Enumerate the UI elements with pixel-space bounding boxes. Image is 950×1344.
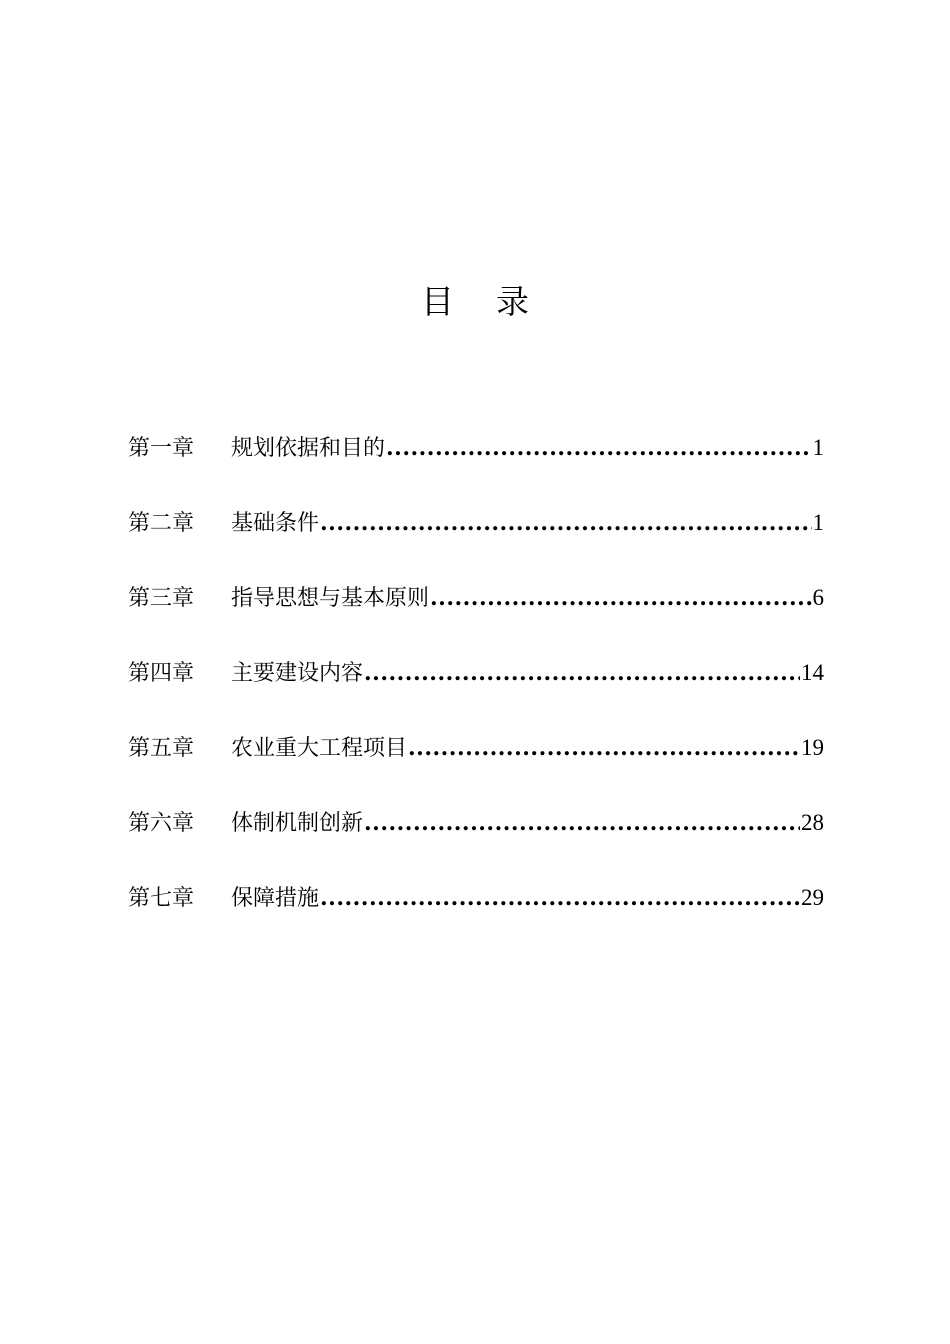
toc-chapter-number: 第六章 bbox=[128, 811, 195, 836]
toc-dot-leader bbox=[430, 578, 811, 618]
toc-entry[interactable] bbox=[128, 578, 824, 653]
toc-chapter-number: 第三章 bbox=[128, 586, 195, 611]
toc-title: 目 录 bbox=[421, 282, 529, 321]
toc-dot-leader bbox=[320, 503, 811, 543]
toc-chapter-heading: 主要建设内容 bbox=[231, 661, 364, 686]
toc-entry[interactable] bbox=[128, 878, 824, 953]
toc-chapter-heading: 体制机制创新 bbox=[231, 811, 364, 836]
toc-dot-leader bbox=[320, 878, 800, 918]
toc-page-number: 1 bbox=[812, 510, 824, 535]
toc-chapter-heading: 农业重大工程项目 bbox=[231, 736, 408, 761]
toc-entry[interactable] bbox=[128, 803, 824, 878]
toc-chapter-heading: 规划依据和目的 bbox=[231, 436, 386, 461]
toc-entry[interactable] bbox=[128, 503, 824, 578]
toc-page-number: 14 bbox=[801, 660, 824, 685]
toc-list bbox=[128, 428, 824, 953]
toc-chapter-number: 第五章 bbox=[128, 736, 195, 761]
toc-dot-leader bbox=[386, 428, 811, 468]
toc-chapter-heading: 保障措施 bbox=[231, 886, 320, 911]
toc-entry[interactable] bbox=[128, 653, 824, 728]
toc-chapter-number: 第二章 bbox=[128, 511, 195, 536]
toc-page-number: 6 bbox=[812, 585, 824, 610]
toc-page-number: 1 bbox=[812, 435, 824, 460]
toc-page-number: 29 bbox=[801, 885, 824, 910]
toc-dot-leader bbox=[364, 653, 800, 693]
toc-chapter-heading: 指导思想与基本原则 bbox=[231, 586, 430, 611]
toc-dot-leader bbox=[364, 803, 800, 843]
toc-entry[interactable] bbox=[128, 728, 824, 803]
toc-chapter-number: 第七章 bbox=[128, 886, 195, 911]
toc-chapter-number: 第一章 bbox=[128, 436, 195, 461]
toc-chapter-number: 第四章 bbox=[128, 661, 195, 686]
toc-entry[interactable] bbox=[128, 428, 824, 503]
toc-page-number: 28 bbox=[801, 810, 824, 835]
toc-dot-leader bbox=[408, 728, 800, 768]
toc-page-number: 19 bbox=[801, 735, 824, 760]
toc-chapter-heading: 基础条件 bbox=[231, 511, 320, 536]
